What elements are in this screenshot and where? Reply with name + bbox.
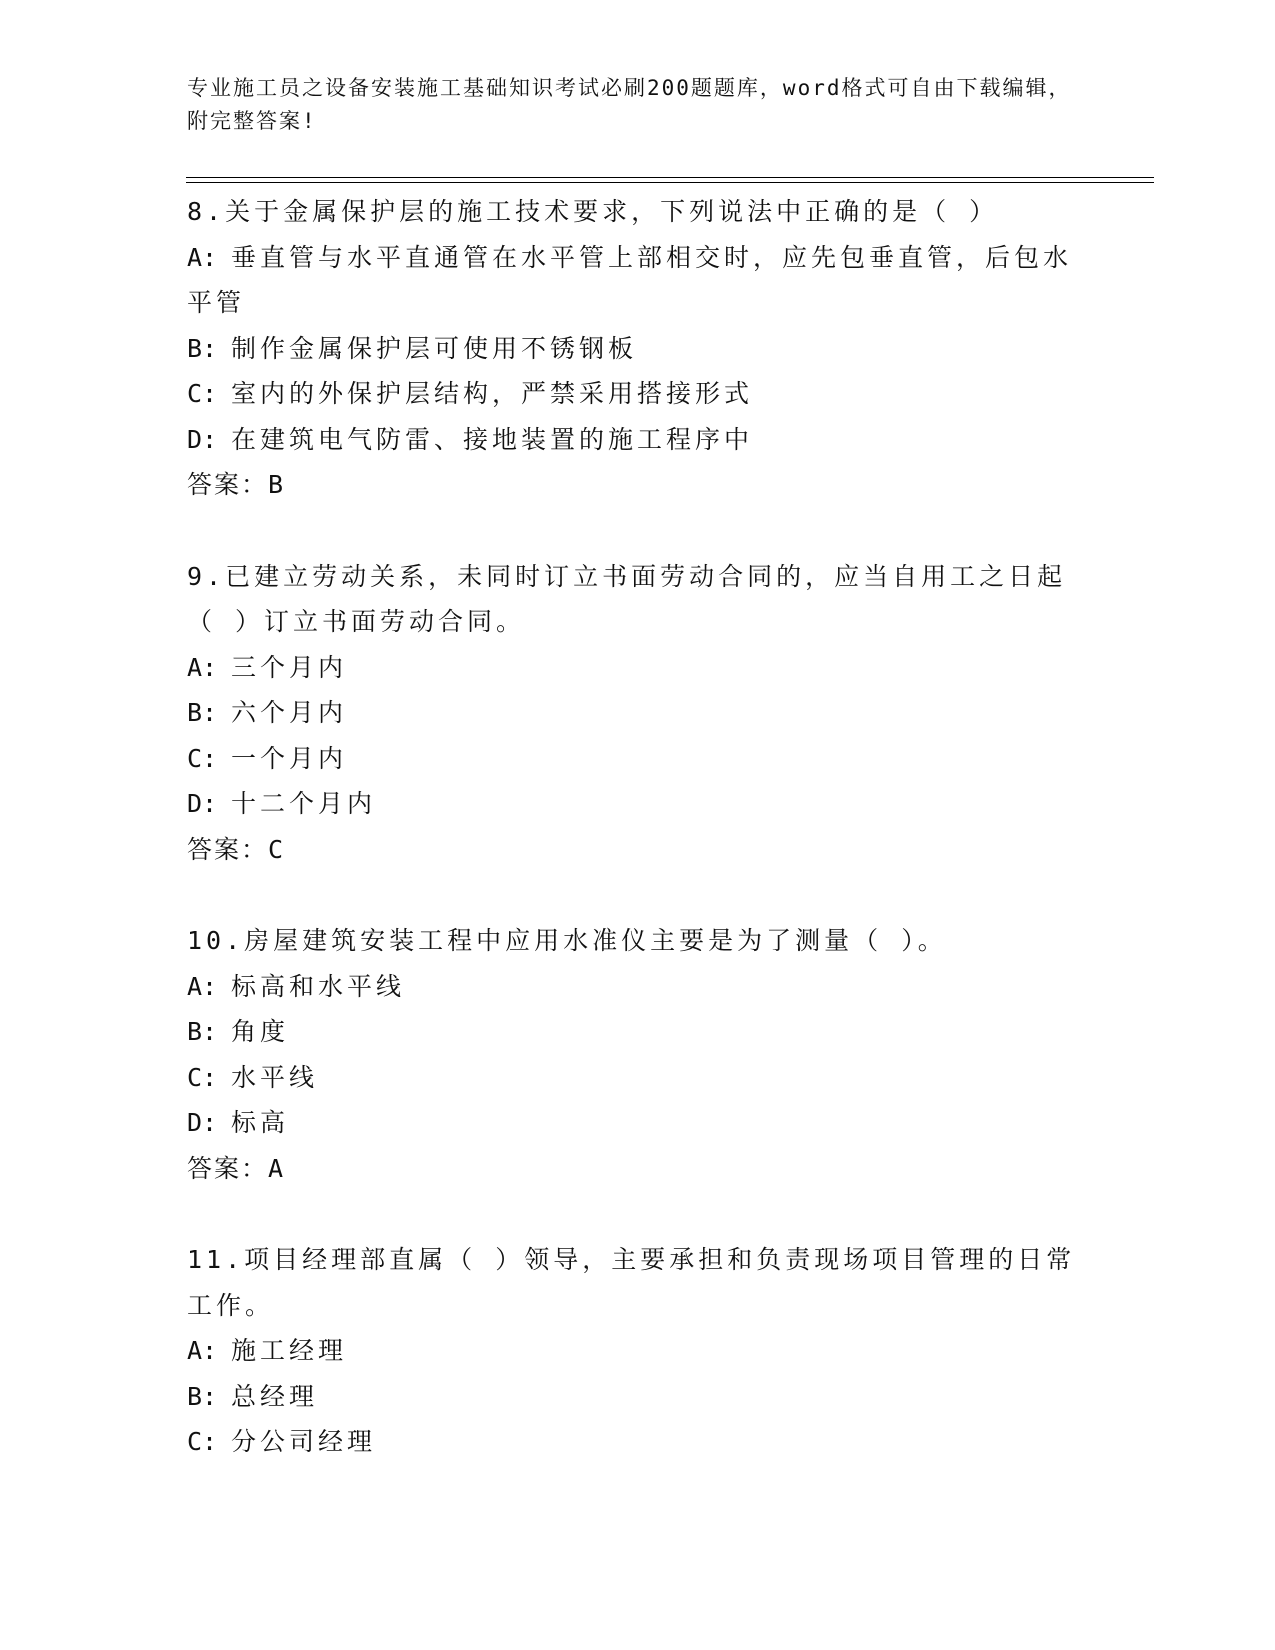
option-b	[187, 1009, 1087, 1055]
option-letter: C:	[187, 379, 218, 408]
question-answer: 答案：A	[187, 1153, 286, 1183]
option-c	[187, 1055, 1087, 1101]
option-letter: A:	[187, 971, 218, 1001]
option-b	[187, 326, 1087, 372]
question-answer: 答案：C	[187, 834, 286, 864]
option-a	[187, 1328, 1087, 1374]
option-a	[187, 645, 1087, 691]
option-text: 室内的外保护层结构，严禁采用搭接形式	[231, 379, 754, 408]
option-text: 六个月内	[231, 698, 348, 727]
question-stem: 11.项目经理部直属（ ）领导，主要承担和负责现场项目管理的日常工作。	[187, 1245, 1076, 1320]
option-d	[187, 417, 1087, 463]
option-letter: A:	[187, 242, 218, 272]
question-stem: 9.已建立劳动关系，未同时订立书面劳动合同的，应当自用工之日起（ ）订立书面劳动合同。	[187, 561, 1067, 636]
option-letter: D:	[187, 1108, 218, 1137]
option-a	[187, 964, 1087, 1010]
option-letter: A:	[187, 652, 218, 682]
option-a	[187, 235, 1087, 326]
header-rule-bottom	[186, 182, 1154, 183]
option-letter: C:	[187, 743, 218, 773]
header-rule-top	[186, 177, 1154, 178]
question-item	[187, 918, 1087, 1191]
option-text: 总经理	[231, 1381, 319, 1411]
option-text: 三个月内	[231, 652, 348, 682]
option-c	[187, 736, 1087, 782]
option-letter: C:	[187, 1427, 218, 1456]
question-item	[187, 554, 1087, 873]
option-text: 水平线	[231, 1062, 319, 1092]
option-text: 十二个月内	[231, 789, 377, 818]
question-list	[187, 189, 1087, 1511]
option-text: 一个月内	[231, 743, 348, 773]
option-letter: C:	[187, 1062, 218, 1092]
option-letter: B:	[187, 1381, 218, 1411]
document-header: 专业施工员之设备安装施工基础知识考试必刷200题题库，word格式可自由下载编辑，附完整答案!	[187, 76, 1072, 133]
option-d	[187, 781, 1087, 827]
option-text: 垂直管与水平直通管在水平管上部相交时，应先包垂直管，后包水平管	[187, 242, 1073, 317]
question-answer: 答案：B	[187, 470, 286, 499]
question-item	[187, 1237, 1087, 1465]
option-c	[187, 1419, 1087, 1465]
option-letter: B:	[187, 1017, 218, 1046]
option-text: 制作金属保护层可使用不锈钢板	[231, 333, 638, 363]
option-text: 施工经理	[231, 1336, 348, 1365]
option-letter: A:	[187, 1336, 218, 1365]
option-text: 标高	[231, 1108, 290, 1137]
option-letter: B:	[187, 333, 218, 363]
option-b	[187, 1374, 1087, 1420]
option-letter: B:	[187, 698, 218, 727]
question-stem: 10.房屋建筑安装工程中应用水准仪主要是为了测量（ ）。	[187, 926, 947, 955]
option-text: 分公司经理	[231, 1427, 377, 1456]
option-b	[187, 690, 1087, 736]
question-item	[187, 189, 1087, 508]
option-text: 角度	[231, 1017, 290, 1046]
option-text: 标高和水平线	[231, 971, 406, 1001]
option-d	[187, 1100, 1087, 1146]
option-letter: D:	[187, 424, 218, 454]
option-letter: D:	[187, 789, 218, 818]
option-c	[187, 371, 1087, 417]
option-text: 在建筑电气防雷、接地装置的施工程序中	[231, 424, 754, 454]
question-stem: 8.关于金属保护层的施工技术要求，下列说法中正确的是（ ）	[187, 197, 999, 226]
